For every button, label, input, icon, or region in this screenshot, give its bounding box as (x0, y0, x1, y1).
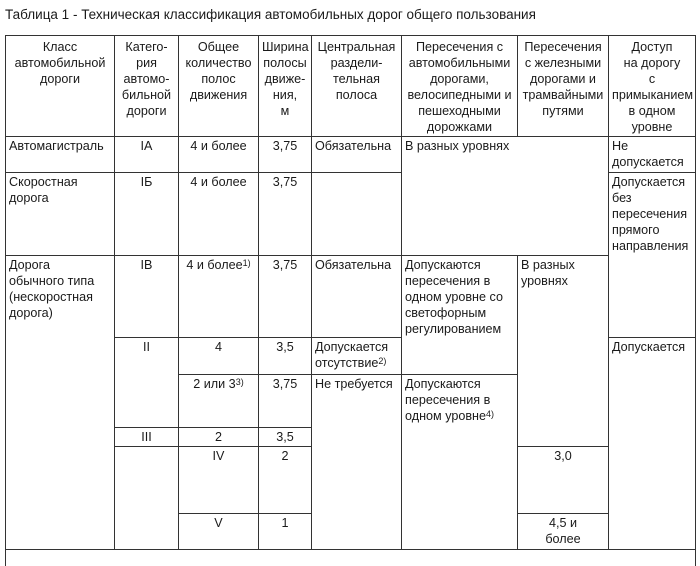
category-v: V (179, 514, 259, 550)
continuation-cell (6, 550, 696, 566)
table-row (6, 256, 696, 338)
width-ib: 3,75 (259, 173, 312, 256)
median-iv-cyr: Обязательна (312, 256, 402, 338)
category-iv-cyr: IВ (115, 256, 179, 338)
header-road-crossings: Пересечения с автомобильными дорогами, велосипедными и пешеходными дорожками (402, 36, 518, 137)
lanes-ib: 4 и более (179, 173, 259, 256)
class-motorway: Автомагистраль (6, 137, 115, 173)
footnote-3: 3) (236, 377, 244, 387)
width-iv-cyr: 3,75 (259, 256, 312, 338)
width-ia: 3,75 (259, 137, 312, 173)
access-ia: Не допускается (609, 137, 696, 173)
header-lanes: Общее количество полос движения (179, 36, 259, 137)
access-ib-iv: Допускается без пересечения прямого направления (609, 173, 696, 338)
header-row (6, 36, 696, 137)
road-crossings-one-level: Допускаются пересечения в одном уровне$^{4)}$ (402, 375, 518, 550)
road-crossings-signals: Допускаются пересечения в одном уровне со светофорным регулированием (402, 256, 518, 375)
lanes-v: 1 (259, 514, 312, 550)
class-expressway: Скоростная дорога (6, 173, 115, 256)
width-ii-a: 3,5 (259, 338, 312, 375)
header-class: Класс автомобильной дороги (6, 36, 115, 137)
width-iii: 3,5 (259, 428, 312, 447)
access-allowed: Допускается (609, 338, 696, 550)
header-median: Центральная раздели- тельная полоса (312, 36, 402, 137)
footnote-1: 1) (243, 258, 251, 268)
lanes-iv-cyr: 4 и более$^{1)}$ (179, 256, 259, 338)
category-iv: IV (179, 447, 259, 514)
lanes-ii-b: 2 или 3$^{3)}$ (179, 375, 259, 428)
rail-crossings-different: В разных уровнях (518, 256, 609, 447)
width-ii-b: 3,75 (259, 375, 312, 428)
crossings-ia-ib: В разных уровнях (402, 137, 609, 256)
class-ordinary: Дорога обычного типа (нескоростная дорога) (6, 256, 115, 550)
header-access: Доступ на дорогу с примыканием в одном уровне (609, 36, 696, 137)
category-iii: III (115, 428, 179, 447)
lanes-iv: 2 (259, 447, 312, 514)
width-iv: 3,0 (518, 447, 609, 514)
median-ia: Обязательна (312, 137, 402, 173)
table-row (6, 137, 696, 173)
table-row-continuation (6, 550, 696, 566)
footnote-4: 4) (486, 409, 494, 419)
lanes-ii-a: 4 (179, 338, 259, 375)
class-ordinary-continued (115, 447, 179, 550)
classification-table (5, 35, 696, 566)
category-ib: IБ (115, 173, 179, 256)
header-rail-crossings: Пересечения с железными дорогами и трамвайными путями (518, 36, 609, 137)
median-ib (312, 173, 402, 256)
category-ia: IА (115, 137, 179, 173)
footnote-2: 2) (378, 356, 386, 366)
header-category: Катего- рия автомо- бильной дороги (115, 36, 179, 137)
header-width: Ширина полосы движе- ния, м (259, 36, 312, 137)
median-ii-a: Допускается отсутствие$^{2)}$ (312, 338, 402, 375)
median-not-required: Не требуется (312, 375, 402, 550)
lanes-iii: 2 (179, 428, 259, 447)
category-ii: II (115, 338, 179, 428)
width-v: 4,5 и более (518, 514, 609, 550)
table-caption: Таблица 1 - Техническая классификация автомобильных дорог общего пользования (5, 7, 536, 22)
lanes-ia: 4 и более (179, 137, 259, 173)
